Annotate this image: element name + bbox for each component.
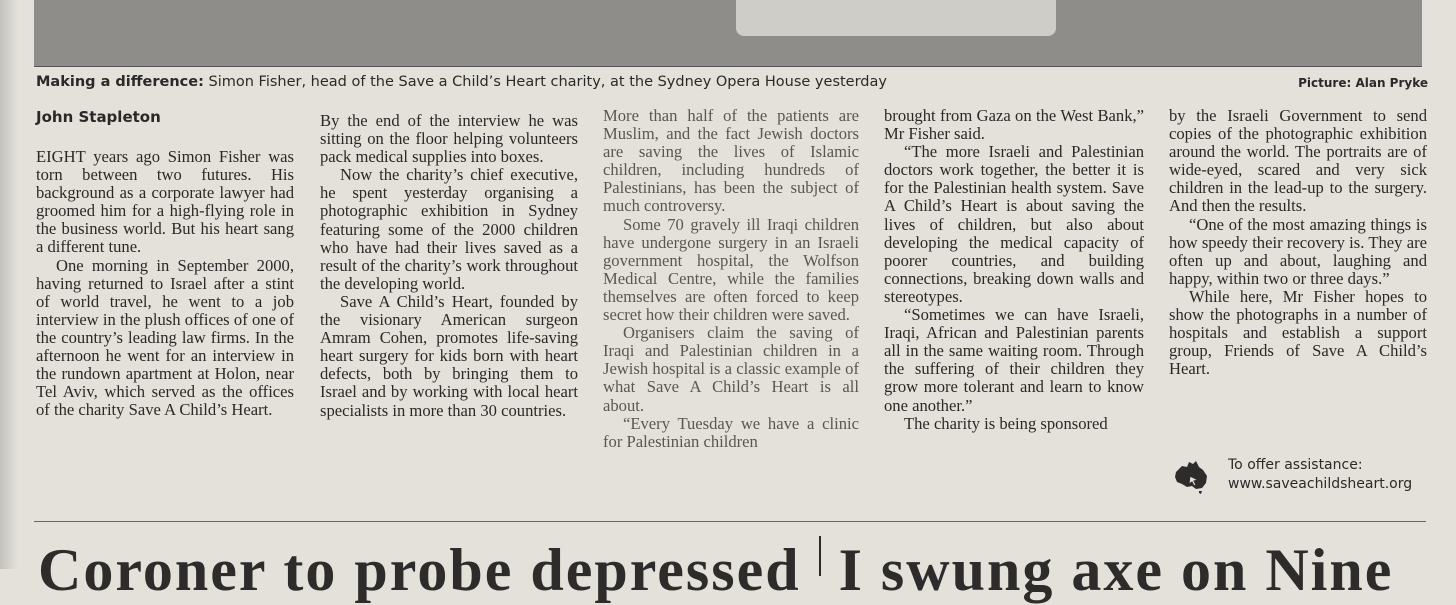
section-divider (34, 521, 1426, 522)
paragraph: “Sometimes we can have Israeli, Iraqi, African and Palestinian parents all in the same waiting room. Through the suffering of their children they grow more tolerant and learn to know one another.” (884, 305, 1144, 415)
news-photo (34, 0, 1422, 67)
photo-detail (736, 0, 1056, 36)
headline-left: Coroner to probe depressed (38, 537, 801, 603)
caption-text: Simon Fisher, head of the Save a Child’s Heart charity, at the Sydney Opera House yesterday (203, 74, 887, 90)
photo-caption (36, 74, 1426, 96)
byline: John Stapleton (36, 108, 161, 126)
photo-credit: Picture: Alan Pryke (1298, 76, 1428, 90)
article-column-4 (884, 107, 1144, 433)
assistance-label: To offer assistance: (1228, 457, 1363, 473)
caption-lead: Making a difference: (36, 74, 204, 90)
article-column-2 (320, 112, 578, 420)
paragraph: “One of the most amazing things is how speedy their recovery is. They are often up and about, laughing and happy, within two or three days.” (1169, 214, 1427, 288)
australia-map-icon (1172, 458, 1212, 494)
assistance-box (1172, 456, 1432, 496)
next-headline-strip (38, 536, 1438, 603)
paragraph: EIGHT years ago Simon Fisher was torn between two futures. His background as a corporate lawyer had groomed him for a high-flying role in the business world. But his heart sang a different tune. (36, 147, 294, 257)
headline-separator (819, 536, 821, 576)
paragraph: More than half of the patients are Muslim, and the fact Jewish doctors are saving the lives of Islamic children, including hundreds of Palestinians, has been the subject of much controversy. (603, 106, 859, 216)
paragraph: “The more Israeli and Palestinian doctors work together, the better it is for the Palestinian health system. Save A Child’s Heart is about saving the lives of children, but also about developing the medical capacity of poorer countries, and building connections, breaking down walls and stereotypes. (884, 142, 1144, 306)
paragraph: Some 70 gravely ill Iraqi children have undergone surgery in an Israeli government hospital, the Wolfson Medical Centre, while the families themselves are often forced to keep secret how their children were saved. (603, 214, 859, 325)
paragraph: By the end of the interview he was sitting on the floor helping volunteers pack medical supplies into boxes. (320, 111, 578, 167)
paragraph: Now the charity’s chief executive, he spent yesterday organising a photographic exhibition in Sydney featuring some of the 2000 children who have had their lives saved as a result of the charity’s work throughout the developing world. (320, 165, 578, 293)
headline-right: I swung axe on Nine (838, 537, 1394, 603)
paragraph: by the Israeli Government to send copies of the photographic exhibition around the world. The portraits are of wide-eyed, scared and very sick children in the lead-up to the surgery. And then the results. (1169, 106, 1427, 216)
paragraph: brought from Gaza on the West Bank,” Mr Fisher said. (884, 106, 1144, 144)
paragraph: One morning in September 2000, having returned to Israel after a stint of world travel, he went to a job interview in the plush offices of one of the country’s leading law firms. In the afternoon he went for an interview in the rundown apartment at Holon, near Tel Aviv, which served as the offices of the charity Save A Child’s Heart. (36, 255, 294, 420)
article-column-3 (603, 107, 859, 451)
article-column-5 (1169, 107, 1427, 378)
paragraph: While here, Mr Fisher hopes to show the photographs in a number of hospitals and establish a support group, Friends of Save A Child’s Heart. (1169, 286, 1427, 379)
assistance-url[interactable]: www.saveachildsheart.org (1228, 476, 1413, 492)
article-column-1 (36, 148, 294, 419)
page-edge-shadow (0, 0, 18, 569)
paragraph: “Every Tuesday we have a clinic for Palestinian children (603, 413, 859, 451)
paragraph: The charity is being sponsored (904, 413, 1108, 433)
paragraph: Organisers claim the saving of Iraqi and Palestinian children in a Jewish hospital is a classic example of what Save A Child’s Heart is all about. (603, 323, 859, 415)
paragraph: Save A Child’s Heart, founded by the visionary American surgeon Amram Cohen, promotes life-saving heart surgery for kids born with heart defects, both by bringing them to Israel and by working with local heart specialists in more than 30 countries. (320, 291, 578, 420)
assistance-text (1228, 456, 1412, 494)
